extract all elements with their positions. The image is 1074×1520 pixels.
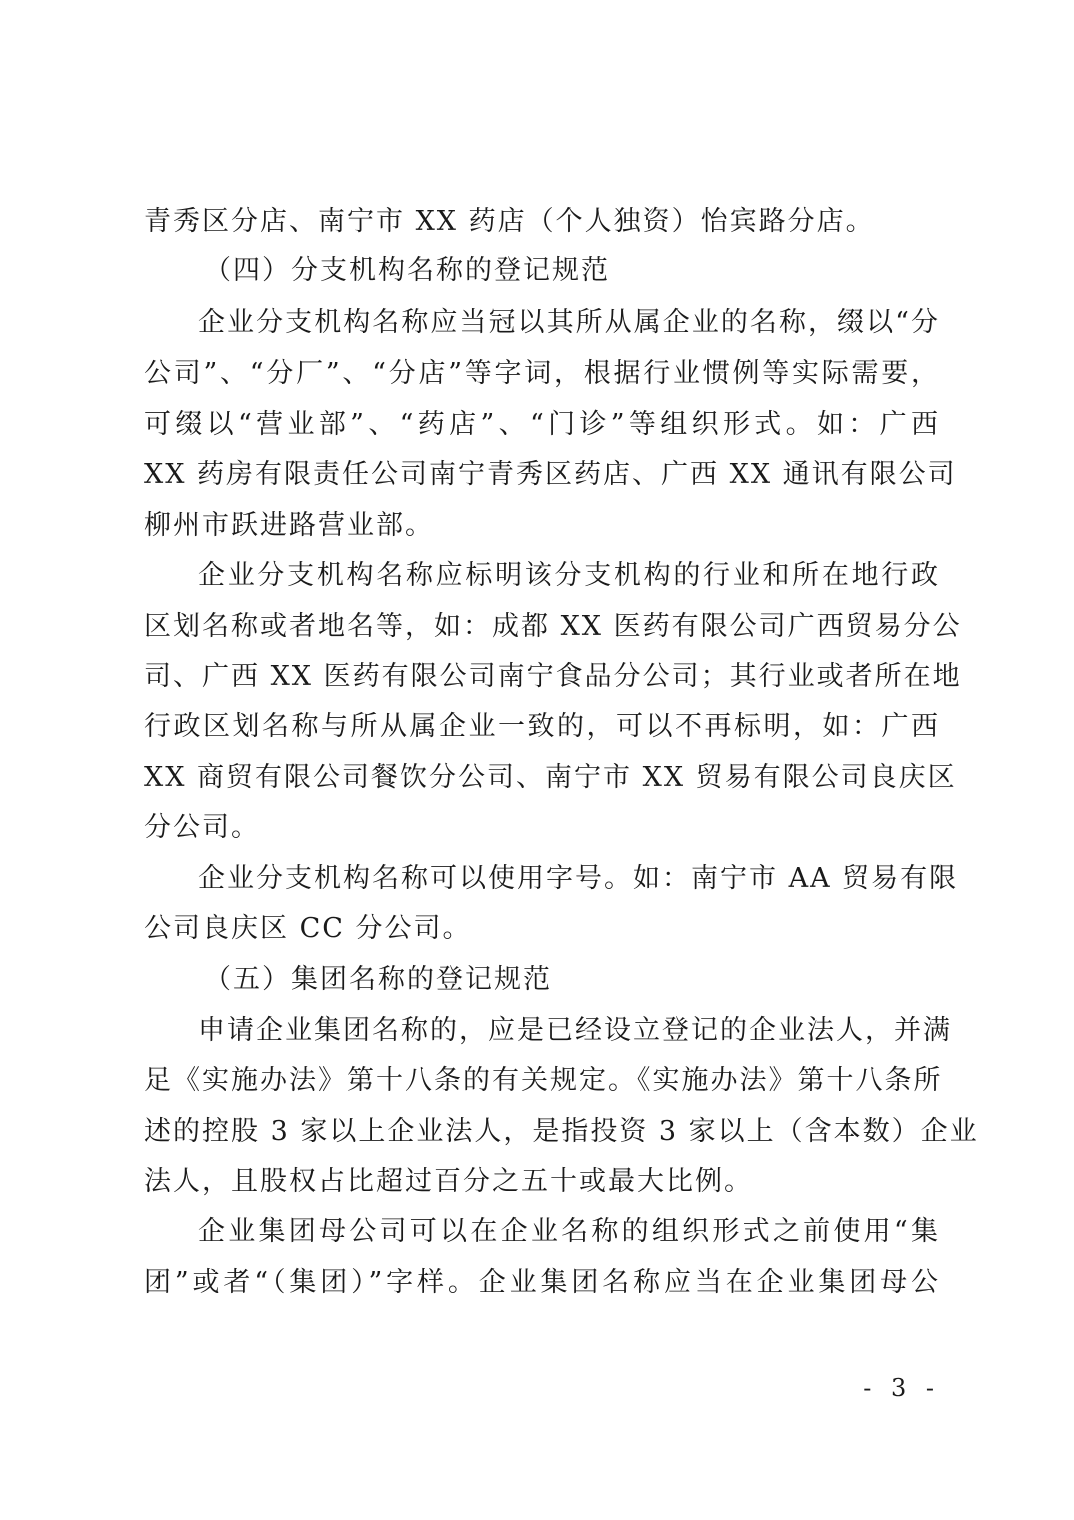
text-line-7: 柳州市跃进路营业部。: [144, 510, 434, 541]
text-line-8: 企业分支机构名称应标明该分支机构的行业和所在地行政: [198, 560, 940, 591]
page-number: - 3 -: [863, 1374, 940, 1402]
text-line-20: 法人，且股权占比超过百分之五十或最大比例。: [144, 1166, 753, 1197]
text-line-21: 企业集团母公司可以在企业名称的组织形式之前使用“集: [198, 1216, 940, 1247]
text-line-6: XX 药房有限责任公司南宁青秀区药店、广西 XX 通讯有限公司: [144, 459, 957, 490]
text-line-1: 青秀区分店、南宁市 XX 药店（个人独资）怡宾路分店。: [144, 206, 875, 237]
text-line-19: 述的控股 3 家以上企业法人，是指投资 3 家以上（含本数）企业: [144, 1116, 979, 1147]
text-line-3: 企业分支机构名称应当冠以其所从属企业的名称，缀以“分: [198, 307, 940, 338]
text-line-12: XX 商贸有限公司餐饮分公司、南宁市 XX 贸易有限公司良庆区: [144, 762, 957, 793]
text-line-14: 企业分支机构名称可以使用字号。如：南宁市 AA 贸易有限: [198, 863, 959, 894]
text-line-13: 分公司。: [144, 812, 260, 843]
text-line-10: 司、广西 XX 医药有限公司南宁食品分公司；其行业或者所在地: [144, 661, 962, 692]
section-heading-4: （四）分支机构名称的登记规范: [204, 255, 610, 286]
text-line-11: 行政区划名称与所从属企业一致的，可以不再标明，如：广西: [144, 711, 940, 742]
text-line-17: 申请企业集团名称的，应是已经设立登记的企业法人，并满: [198, 1015, 952, 1046]
section-heading-5: （五）集团名称的登记规范: [204, 964, 552, 995]
text-line-18: 足《实施办法》第十八条的有关规定。《实施办法》第十八条所: [144, 1065, 943, 1096]
text-line-22: 团”或者“（集团）”字样。企业集团名称应当在企业集团母公: [144, 1267, 940, 1298]
text-line-9: 区划名称或者地名等，如：成都 XX 医药有限公司广西贸易分公: [144, 611, 962, 642]
text-line-15: 公司良庆区 CC 分公司。: [144, 913, 472, 944]
text-line-5: 可缀以“营业部”、“药店”、“门诊”等组织形式。如：广西: [144, 409, 940, 440]
text-line-4: 公司”、“分厂”、“分店”等字词，根据行业惯例等实际需要，: [144, 358, 940, 389]
